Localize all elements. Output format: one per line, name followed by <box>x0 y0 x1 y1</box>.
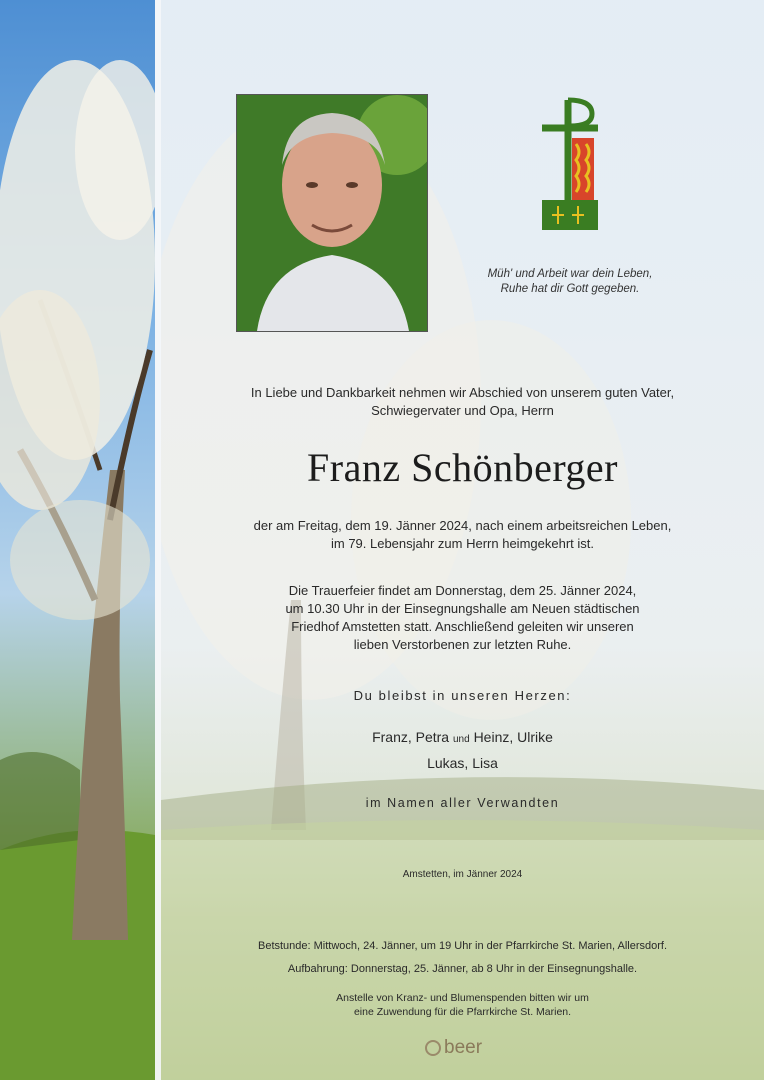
portrait-photo <box>236 94 428 332</box>
heart-line: Du bleibst in unseren Herzen: <box>353 688 572 703</box>
family-part-1: Franz, Petra <box>372 729 450 745</box>
motto-line-2: Ruhe hat dir Gott gegeben. <box>500 283 640 295</box>
beer-logo <box>425 1036 515 1060</box>
death-line-1: der am Freitag, dem 19. Jänner 2024, nach einem arbeitsreichen Leben, <box>253 518 672 533</box>
place-date: Amstetten, im Jänner 2024 <box>402 869 523 880</box>
portrait-image <box>237 95 427 331</box>
ceremony-line-1: Die Trauerfeier findet am Donnerstag, dem 25. Jänner 2024, <box>288 583 637 598</box>
ceremony-line-4: lieben Verstorbenen zur letzten Ruhe. <box>353 637 572 652</box>
relatives-line: im Namen aller Verwandten <box>365 796 560 810</box>
death-line-2: im 79. Lebensjahr zum Herrn heimgekehrt ist. <box>330 536 594 551</box>
donation-line-1: Anstelle von Kranz- und Blumenspenden bitten wir um <box>336 992 589 1004</box>
tree-photo-panel <box>0 0 155 1080</box>
family-connector: und <box>452 734 470 745</box>
intro-text <box>161 384 764 420</box>
intro-line-1: In Liebe und Dankbarkeit nehmen wir Abschied von unserem guten Vater, <box>250 385 675 400</box>
chi-rho-cross-icon <box>540 94 600 234</box>
ceremony-info <box>161 582 764 654</box>
prayer-info: Betstunde: Mittwoch, 24. Jänner, um 19 Uhr in der Pfarrkirche St. Marien, Allersdorf. <box>257 940 667 952</box>
logo-text: beer <box>444 1037 483 1058</box>
ceremony-line-3: Friedhof Amstetten statt. Anschließend geleiten wir unseren <box>291 619 634 634</box>
motto-line-1: Müh' und Arbeit war dein Leben, <box>487 268 653 280</box>
family-part-2: Heinz, Ulrike <box>473 729 553 745</box>
ceremony-line-2: um 10.30 Uhr in der Einsegnungshalle am Neuen städtischen <box>285 601 640 616</box>
intro-line-2: Schwiegervater und Opa, Herrn <box>371 403 554 418</box>
motto <box>440 267 700 297</box>
deceased-name: Franz Schönberger <box>307 445 618 490</box>
logo-mark-icon <box>425 1040 441 1056</box>
donation-line-2: eine Zuwendung für die Pfarrkirche St. Marien. <box>353 1006 572 1018</box>
donation-note <box>161 991 764 1019</box>
blossom-tree-image <box>0 0 155 1080</box>
family-line-1 <box>161 728 764 749</box>
viewing-info: Aufbahrung: Donnerstag, 25. Jänner, ab 8 Uhr in der Einsegnungshalle. <box>287 963 638 975</box>
death-notice <box>161 517 764 553</box>
family-line-2: Lukas, Lisa <box>427 755 498 771</box>
